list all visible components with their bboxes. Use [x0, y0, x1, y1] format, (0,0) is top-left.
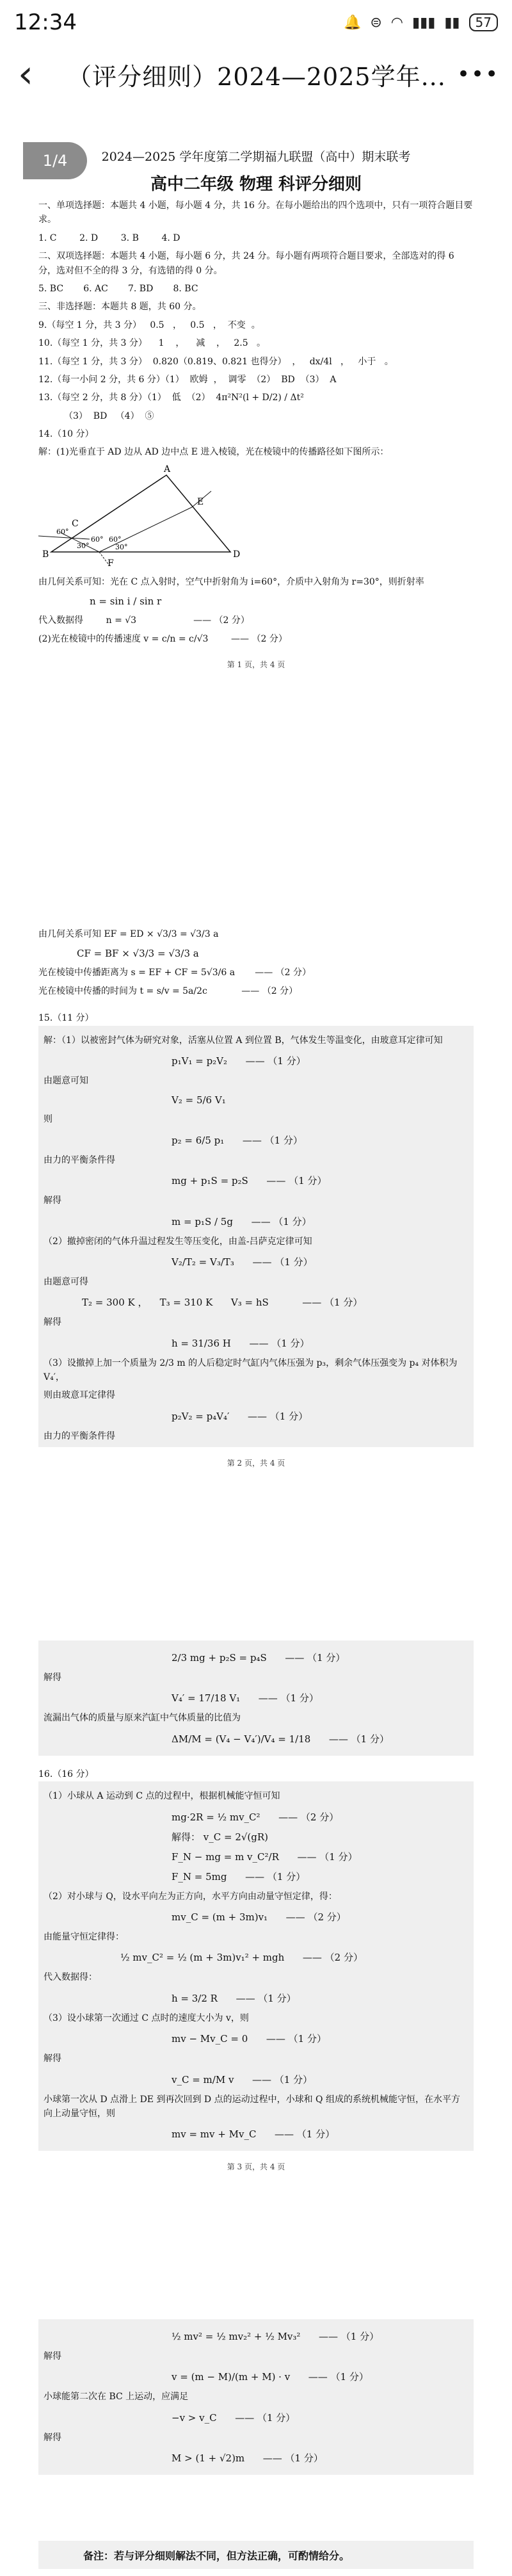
q14-solution: 解：(1)光垂直于 AD 边从 AD 边中点 E 进入棱镜，光在棱镜中的传播路径如下图所示：: [38, 447, 389, 458]
back-icon[interactable]: ‹: [18, 52, 33, 97]
q16-e13: mv = mv + Mv_C —— （1 分）: [172, 2128, 335, 2141]
q12: 12.（每一小问 2 分，共 6 分）（1） 欧姆 ， 调零 （2） BD （3） A: [38, 374, 342, 385]
q16-e8: mv_C = (m + 3m)v₁ —— （2 分）: [172, 1911, 346, 1923]
q16-e5: 解得： v_C = 2√(gR): [172, 1831, 269, 1843]
q15-a10: 则由玻意耳定律得: [44, 1390, 115, 1401]
q15-e1: p₁V₁ = p₂V₂ —— （1 分）: [172, 1055, 306, 1067]
q15-e6: V₂/T₂ = V₃/T₃ —— （1 分）: [172, 1256, 313, 1268]
page-indicator-badge: 1/4: [23, 142, 87, 179]
q15-e2: V₂ = 5/6 V₁: [172, 1094, 226, 1106]
battery-icon: 57: [469, 13, 498, 31]
q16-a1: （1）小球从 A 运动到 C 点的过程中，根据机械能守恒可知: [44, 1791, 280, 1802]
section-1: 一、单项选择题：本题共 4 小题，每小题 4 分，共 16 分。在每小题给出的四个选项中，只有一项符合题目要求。: [38, 200, 473, 225]
q16-solution-block: [38, 1781, 474, 2151]
q16-title: 16.（16 分）: [38, 1769, 94, 1779]
q15-a7: 由题意可得: [44, 1276, 88, 1287]
q14-part1-a: 由几何关系可知：光在 C 点入射时，空气中折射角为 i=60°，介质中入射角为 r=30°，则折射率: [38, 576, 424, 587]
signal2-icon: ▮▮: [444, 14, 460, 31]
q15-a11: 由力的平衡条件得: [44, 1430, 115, 1441]
angle-2: 30°: [77, 541, 90, 550]
q15-a8: 解得: [44, 1317, 61, 1328]
app-navbar: [0, 45, 512, 104]
q13b: （3） BD （4） ⑤: [64, 410, 160, 421]
q15-continued-block: [38, 1640, 474, 1756]
q16-e11: mv − Mv_C = 0 —— （1 分）: [172, 2033, 326, 2045]
q15-a2: 由题意可知: [44, 1075, 88, 1086]
p4-e4: M > (1 + √2)m —— （1 分）: [172, 2452, 323, 2465]
nfc-icon: ⊜: [370, 14, 382, 31]
wifi-icon: ◠: [390, 14, 403, 31]
p3-e2: V₄′ = 17/18 V₁ —— （1 分）: [172, 1692, 319, 1705]
status-icons: [344, 13, 498, 31]
q16-a4: 代入数据得：: [44, 1972, 97, 1983]
q16-a5: （3）设小球第一次通过 C 点时的速度大小为 v，则: [44, 2013, 249, 2023]
status-bar: [0, 0, 512, 45]
section-1-answers: 1. C 2. D 3. B 4. D: [38, 232, 180, 243]
page-1: [38, 117, 474, 782]
label-b: B: [42, 549, 49, 560]
p3-e3: ΔM/M = (V₄ − V₄′)/V₄ = 1/18 —— （1 分）: [172, 1733, 389, 1745]
p4-l1: 解得: [44, 2351, 61, 2361]
angle-1: 60°: [56, 527, 69, 536]
label-c: C: [72, 518, 79, 529]
section-2: 二、双项选择题：本题共 4 小题，每小题 6 分，共 24 分。每小题有两项符合题目要求，全部选对的得 6 分，选对但不全的得 3 分，有选错的得 0 分。: [38, 251, 458, 276]
q15-a6: （2）撤掉密闭的气体升温过程发生等压变化，由盖-吕萨克定律可知: [44, 1236, 312, 1247]
q15-title: 15.（11 分）: [38, 1013, 94, 1024]
page-4: [38, 2319, 474, 2569]
q15-e3: p₂ = 6/5 p₁ —— （1 分）: [172, 1134, 303, 1146]
page-3: [38, 1640, 474, 2313]
p2-line-4: 光在棱镜中传播的时间为 t = s/v = 5a/2c —— （2 分）: [38, 985, 298, 996]
q16-a2: （2）对小球与 Q，设水平向左为正方向，水平方向由动量守恒定律，得：: [44, 1891, 337, 1902]
q10: 10.（每空 1 分，共 3 分） 1 ， 减 ， 2.5 。: [38, 338, 266, 349]
document-viewer[interactable]: [38, 104, 474, 2569]
prism-diagram: [38, 462, 243, 571]
q16-e12: v_C = m/M v —— （1 分）: [172, 2073, 313, 2086]
status-time: 12:34: [14, 10, 77, 35]
label-e: E: [197, 496, 204, 507]
exam-title: 高中二年级 物理 科评分细则: [150, 175, 362, 194]
q16-e7: F_N = 5mg —— （1 分）: [172, 1870, 306, 1883]
q14-part1-c: 代入数据得 n = √3 —— （2 分）: [38, 615, 250, 626]
angle-5: 30°: [115, 542, 128, 551]
section-3: 三、非选择题：本题共 8 题，共 60 分。: [38, 302, 202, 312]
p4-l3: 解得: [44, 2432, 61, 2443]
angle-4: 60°: [109, 535, 122, 544]
q11: 11.（每空 1 分，共 3 分） 0.820（0.819、0.821 也得分） ， dx/4l ， 小于 。: [38, 356, 394, 367]
bell-icon: 🔔: [343, 14, 362, 31]
q15-a5: 解得: [44, 1195, 61, 1206]
q16-e6: F_N − mg = m v_C²/R —— （1 分）: [172, 1851, 358, 1863]
q15-e8: h = 31/36 H —— （1 分）: [172, 1337, 310, 1349]
q16-e9: ½ mv_C² = ½ (m + 3m)v₁² + mgh —— （2 分）: [120, 1952, 363, 1964]
grading-note: 备注：若与评分细则解法不同，但方法正确，可酌情给分。: [38, 2541, 474, 2569]
p3-l2: 流漏出气体的质量与原来汽缸中气体质量的比值为: [44, 1713, 241, 1724]
more-options-icon[interactable]: •••: [457, 61, 500, 87]
p4-l2: 小球能第二次在 BC 上运动，应满足: [44, 2392, 189, 2402]
q9: 9.（每空 1 分，共 3 分） 0.5 ， 0.5 ， 不变 。: [38, 320, 260, 330]
q16-continued-block: [38, 2319, 474, 2475]
label-f: F: [108, 558, 114, 569]
p4-e2: v = (m − M)/(m + M) · v —— （1 分）: [172, 2371, 369, 2383]
p4-e3: −v > v_C —— （1 分）: [172, 2411, 296, 2424]
p2-line-1: 由几何关系可知 EF = ED × √3/3 = √3/3 a: [38, 929, 219, 939]
q15-a1: 解：（1）以被密封气体为研究对象，活塞从位置 A 到位置 B，气体发生等温变化，由玻意耳定律可知: [44, 1035, 443, 1046]
document-title: （评分细则）2024—2025学年...: [67, 62, 446, 91]
q15-a9: （3）设撤掉上加一个质量为 2/3 m 的人后稳定时气缸内气体压强为 p₃，剩余气体压强变为 p₄ 对体积为 V₄′，: [44, 1357, 461, 1383]
page-1-footer: 第 1 页，共 4 页: [227, 660, 285, 670]
p4-e1: ½ mv² = ½ mv₂² + ½ Mv₃² —— （1 分）: [172, 2331, 380, 2342]
q16-a3: 由能量守恒定律得：: [44, 1931, 124, 1942]
q16-a6: 解得: [44, 2054, 61, 2064]
q14-part2: (2)光在棱镜中的传播速度 v = c/n = c/√3 —— （2 分）: [38, 633, 287, 644]
label-a: A: [164, 464, 171, 474]
p3-e1: 2/3 mg + p₂S = p₄S —— （1 分）: [172, 1652, 346, 1664]
q15-a3: 则: [44, 1114, 52, 1125]
q14: 14.（10 分）: [38, 429, 94, 440]
q15-e10: p₂V₂ = p₄V₄′ —— （1 分）: [172, 1410, 308, 1422]
p2-line-3: 光在棱镜中传播距离为 s = EF + CF = 5√3/6 a —— （2 分）: [38, 968, 312, 978]
q15-e7: T₂ = 300 K ， T₃ = 310 K V₃ = hS —— （1 分）: [82, 1297, 363, 1309]
signal-icon: ▮▮▮: [412, 14, 436, 31]
p2-line-2: CF = BF × √3/3 = √3/3 a: [77, 948, 199, 960]
q15-a4: 由力的平衡条件得: [44, 1154, 115, 1165]
q16-a7: 小球第一次从 D 点滑上 DE 到再次回到 D 点的运动过程中，小球和 Q 组成的系统机械能守恒，在水平方向上动量守恒，则: [44, 2094, 460, 2119]
page-3-footer: 第 3 页，共 4 页: [227, 2162, 285, 2172]
q15-e5: m = p₁S / 5g —— （1 分）: [172, 1215, 312, 1227]
q15-solution-block: [38, 1026, 474, 1448]
q15-e4: mg + p₁S = p₂S —— （1 分）: [172, 1175, 327, 1187]
section-2-answers: 5. BC 6. AC 7. BD 8. BC: [38, 283, 198, 294]
exam-header: 2024—2025 学年度第二学期福九联盟（高中）期末联考: [101, 150, 411, 164]
label-d: D: [233, 549, 241, 560]
angle-3: 60°: [91, 535, 104, 544]
q16-e4: mg·2R = ½ mv_C² —— （2 分）: [172, 1811, 339, 1823]
q14-eq-refraction: n = sin i / sin r: [90, 595, 162, 608]
q16-e10: h = 3/2 R —— （1 分）: [172, 1992, 296, 2004]
page-2-footer: 第 2 页，共 4 页: [227, 1459, 285, 1468]
p3-l1: 解得: [44, 1673, 61, 1683]
q13a: 13.（每空 2 分，共 8 分）（1） 低 （2） 4π²N²(l + D/2) / Δt²: [38, 393, 310, 403]
page-2: [38, 923, 474, 1615]
